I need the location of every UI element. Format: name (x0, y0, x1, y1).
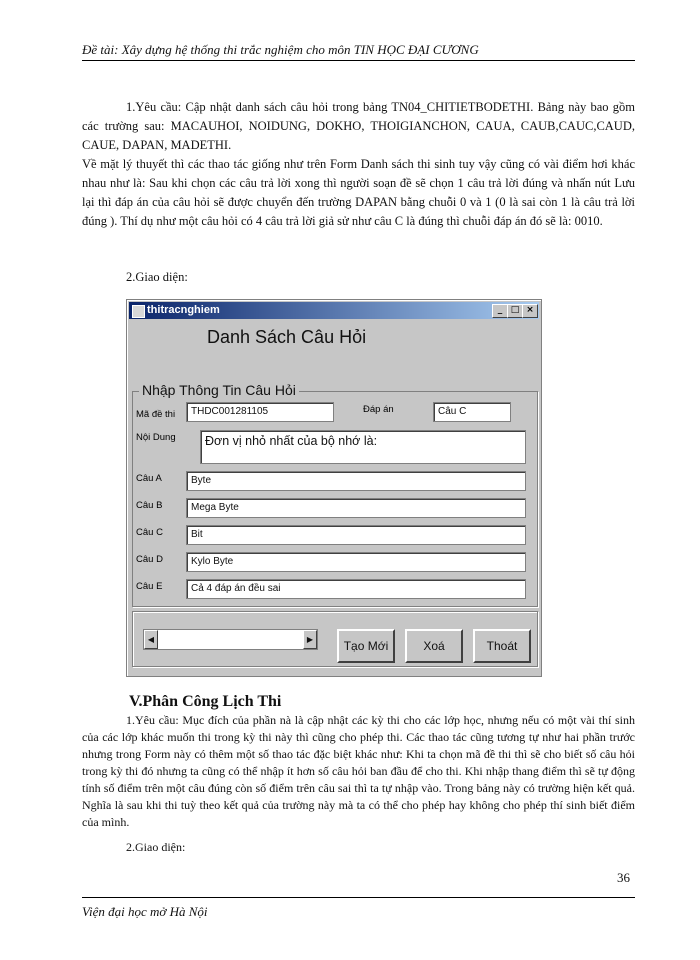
group-title: Nhập Thông Tin Câu Hỏi (139, 382, 299, 398)
explanation-paragraph: Về mặt lý thuyết thì các thao tác giống như trên Form Danh sách thi sinh tuy vậy cũng có vài điểm hơi khác nhau như là: Sau khi chọn các câu trả lời xong thì người soạn đề sẽ chọn 1 câu trả lời đúng và nhấn nút Lưu lại thì đáp án của câu hỏi sẽ được chuyển đến trường DAPAN bằng chuỗi 0 và 1 (0 là sai còn 1 là câu trả lời đúng ). Thí dụ như một câu hỏi có 4 câu trả lời giả sử như câu C là đúng thì chuỗi đáp án đó sẽ là: 0010. (82, 157, 635, 228)
interface-label-2: 2.Giao diện: (126, 840, 186, 854)
page-footer: Viện đại học mở Hà Nội (82, 904, 208, 919)
answer-e-input[interactable]: Cả 4 đáp án đều sai (186, 579, 526, 599)
answer-c-input[interactable]: Bit (186, 525, 526, 545)
window-titlebar (129, 302, 539, 319)
form-title: Danh Sách Câu Hỏi (207, 327, 367, 347)
footer-divider (82, 897, 635, 898)
maximize-icon[interactable]: □ (507, 304, 523, 318)
delete-button[interactable]: Xoá (405, 629, 463, 663)
content-input[interactable]: Đơn vị nhỏ nhất của bộ nhớ là: (200, 430, 526, 464)
requirement-paragraph: 1.Yêu cầu: Cập nhật danh sách câu hỏi trong bảng TN04_CHITIETBODETHI. Bảng này bao gồm các trường sau: MACAUHOI, NOIDUNG, DOKHO, THOIGIANCHON, CAUA, CAUB,CAUC,CAUD, CAUE, DAPAN, MADETHI. (82, 100, 635, 152)
schedule-requirement-paragraph: 1.Yêu cầu: Mục đích của phần nà là cập nhật các kỳ thi cho các lớp học, nhưng nếu có một vài thí sinh của các lớp khác muốn thi trong kỳ thi này thì cũng cho phép thi. Các thao tác cũng tương tự như hai phần trước nhưng trong Form này có thêm một số thao tác đặc biệt khác như: Khi ta chọn mã đề thi thì sẽ cho biết số câu hỏi trong kỳ thi đó nhưng ta cũng có thể nhập ít hơn số câu hỏi ban đầu để cho thi. Khi nhập thang điểm thì sẽ tự động tính số điểm trên một câu đúng còn số điểm trên câu sai thì ta tự nhập vào. Trong bảng này có trường hiện kết quả. Nghĩa là sau khi thi tuỳ theo kết quả của trường này mà ta có thể cho phép hay không cho phép thí sinh biết điểm của mình. (82, 713, 635, 829)
scroll-left-icon[interactable]: ◀ (144, 630, 158, 649)
exit-button[interactable]: Thoát (473, 629, 531, 663)
answer-d-input[interactable]: Kylo Byte (186, 552, 526, 572)
exam-code-input[interactable]: THDC001281105 (186, 402, 334, 422)
scroll-right-icon[interactable]: ▶ (303, 630, 317, 649)
close-icon[interactable]: × (522, 304, 538, 318)
answer-a-input[interactable]: Byte (186, 471, 526, 491)
exam-code-label: Mã đề thi (136, 409, 176, 420)
answer-e-label: Câu E (136, 581, 163, 592)
header-divider (82, 60, 635, 61)
answer-b-label: Câu B (136, 500, 163, 511)
new-button[interactable]: Tạo Mới (337, 629, 395, 663)
interface-label: 2.Giao diện: (126, 270, 188, 284)
navigation-panel (132, 611, 538, 667)
content-label: Nội Dung (136, 432, 176, 443)
answer-d-label: Câu D (136, 554, 163, 565)
answer-a-label: Câu A (136, 473, 162, 484)
page-number: 36 (617, 870, 630, 885)
record-scrollbar[interactable] (143, 629, 318, 650)
answer-input[interactable]: Câu C (433, 402, 511, 422)
answer-b-input[interactable]: Mega Byte (186, 498, 526, 518)
question-list-window (126, 299, 542, 677)
section-heading: V.Phân Công Lịch Thi (129, 693, 282, 710)
page-header: Đề tài: Xây dựng hệ thống thi trắc nghiệm cho môn TIN HỌC ĐẠI CƯƠNG (82, 42, 479, 57)
window-title: thitracnghiem (147, 304, 220, 316)
answer-label: Đáp án (363, 404, 394, 415)
minimize-icon[interactable]: _ (492, 304, 508, 318)
answer-c-label: Câu C (136, 527, 163, 538)
app-icon (132, 305, 145, 318)
